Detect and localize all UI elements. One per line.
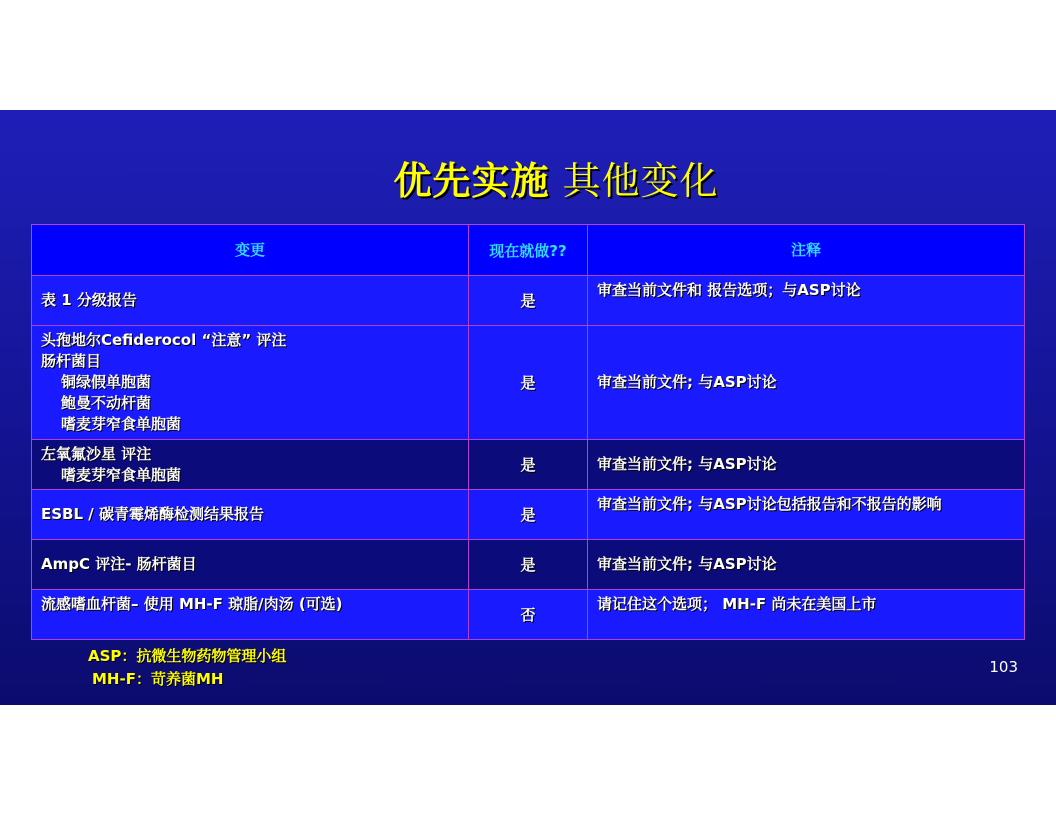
footnote-asp: ASP：抗微生物药物管理小组	[88, 647, 287, 665]
cell-do-now: 否	[469, 590, 588, 640]
cell-do-now: 是	[469, 440, 588, 490]
change-line: AmpC 评注- 肠杆菌目	[41, 555, 197, 573]
changes-table-container	[31, 224, 1023, 640]
cell-change	[32, 490, 469, 540]
slide-title-part1: 优先实施	[393, 159, 550, 203]
change-subline: 嗜麦芽窄食单胞菌	[61, 465, 182, 484]
footnote-mhf: MH-F：苛养菌MH	[92, 670, 224, 688]
changes-table	[31, 224, 1025, 640]
table-row	[32, 276, 1025, 326]
change-line: 表 1 分级报告	[41, 291, 137, 309]
cell-note: 审查当前文件; 与ASP讨论包括报告和不报告的影响	[588, 490, 1025, 540]
change-line: 左氧氟沙星 评注	[41, 444, 152, 463]
header-do-now: 现在就做??	[469, 225, 588, 276]
header-note: 注释	[588, 225, 1025, 276]
table-row	[32, 326, 1025, 440]
cell-note: 请记住这个选项； MH-F 尚未在美国上市	[588, 590, 1025, 640]
cell-change	[32, 590, 469, 640]
table-row	[32, 440, 1025, 490]
table-row	[32, 490, 1025, 540]
table-row	[32, 540, 1025, 590]
change-line: 头孢地尔Cefiderocol “注意” 评注	[41, 331, 287, 349]
cell-change	[32, 276, 469, 326]
cell-change	[32, 326, 469, 440]
slide	[0, 110, 1056, 705]
cell-do-now: 是	[469, 540, 588, 590]
table-row	[32, 590, 1025, 640]
change-line: ESBL / 碳青霉烯酶检测结果报告	[41, 505, 264, 523]
cell-note: 审查当前文件和 报告选项；与ASP讨论	[588, 276, 1025, 326]
change-subline: 鲍曼不动杆菌	[61, 394, 152, 412]
slide-title-part2: 其他变化	[549, 159, 719, 203]
cell-do-now: 是	[469, 490, 588, 540]
page-number: 103	[989, 658, 1018, 676]
cell-change	[32, 440, 469, 490]
header-change: 变更	[32, 225, 469, 276]
cell-change	[32, 540, 469, 590]
change-line: 流感嗜血杆菌– 使用 MH-F 琼脂/肉汤 (可选)	[41, 595, 343, 613]
change-line: 肠杆菌目	[41, 352, 102, 370]
cell-do-now: 是	[469, 276, 588, 326]
cell-note: 审查当前文件; 与ASP讨论	[588, 326, 1025, 440]
table-header-row	[32, 225, 1025, 276]
slide-title	[0, 150, 1056, 205]
cell-note: 审查当前文件; 与ASP讨论	[588, 440, 1025, 490]
cell-do-now: 是	[469, 326, 588, 440]
change-subline: 铜绿假单胞菌	[61, 373, 152, 391]
cell-note: 审查当前文件; 与ASP讨论	[588, 540, 1025, 590]
change-subline: 嗜麦芽窄食单胞菌	[61, 415, 182, 433]
